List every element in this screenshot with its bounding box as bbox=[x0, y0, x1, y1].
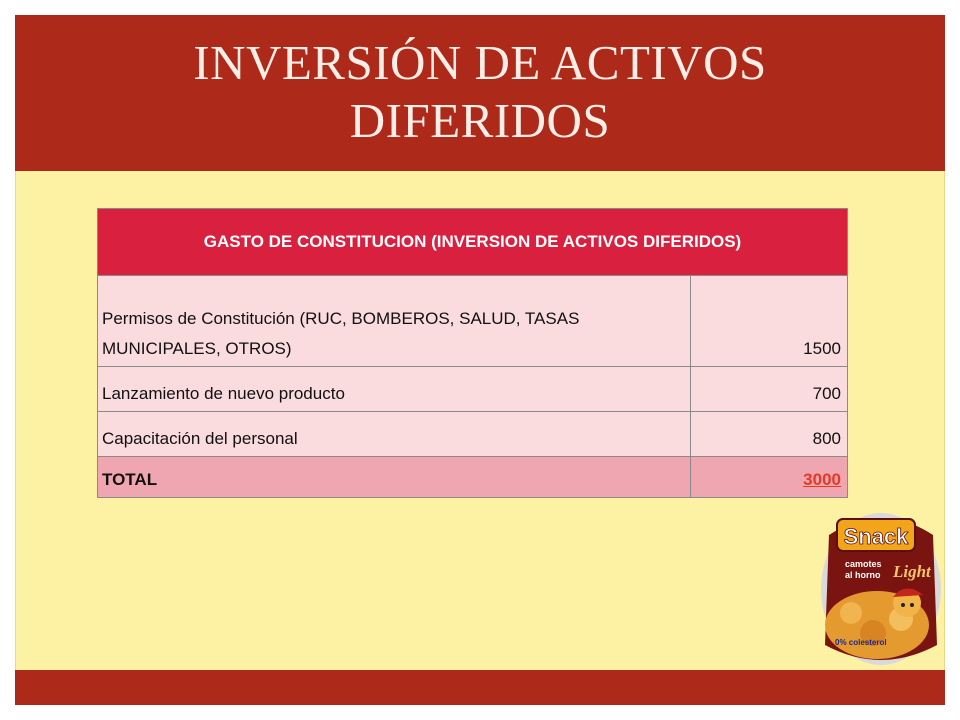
deferred-assets-table bbox=[97, 208, 848, 498]
logo-tagline-2: al horno bbox=[845, 570, 881, 580]
row-concept: Permisos de Constitución (RUC, BOMBEROS, SALUD, TASAS MUNICIPALES, OTROS) bbox=[98, 276, 691, 367]
table-row bbox=[98, 412, 848, 457]
logo-sub: Light bbox=[893, 562, 931, 581]
total-row bbox=[98, 457, 848, 498]
snack-light-logo bbox=[815, 505, 943, 665]
slide-title-line-1: INVERSIÓN DE ACTIVOS bbox=[193, 35, 767, 90]
table-row bbox=[98, 367, 848, 412]
row-concept: Capacitación del personal bbox=[98, 412, 691, 457]
row-concept: Lanzamiento de nuevo producto bbox=[98, 367, 691, 412]
logo-brand: Snack bbox=[843, 524, 909, 549]
row-amount: 1500 bbox=[691, 276, 848, 367]
slide-title-line-2: DIFERIDOS bbox=[349, 93, 611, 148]
slide-title bbox=[15, 34, 945, 150]
logo-chip bbox=[840, 602, 862, 624]
footer-bar bbox=[15, 670, 945, 705]
logo-tagline-1: camotes bbox=[845, 559, 882, 569]
logo-badge: 0% colesterol bbox=[835, 638, 887, 647]
total-amount-cell bbox=[691, 457, 848, 498]
total-amount-link[interactable]: 3000 bbox=[803, 470, 841, 489]
logo-mascot-eye bbox=[910, 603, 914, 607]
row-amount: 800 bbox=[691, 412, 848, 457]
logo-mascot-eye bbox=[901, 603, 905, 607]
table-row bbox=[98, 276, 848, 367]
table-header: GASTO DE CONSTITUCION (INVERSION DE ACTIVOS DIFERIDOS) bbox=[98, 209, 848, 276]
total-label: TOTAL bbox=[98, 457, 691, 498]
row-amount: 700 bbox=[691, 367, 848, 412]
